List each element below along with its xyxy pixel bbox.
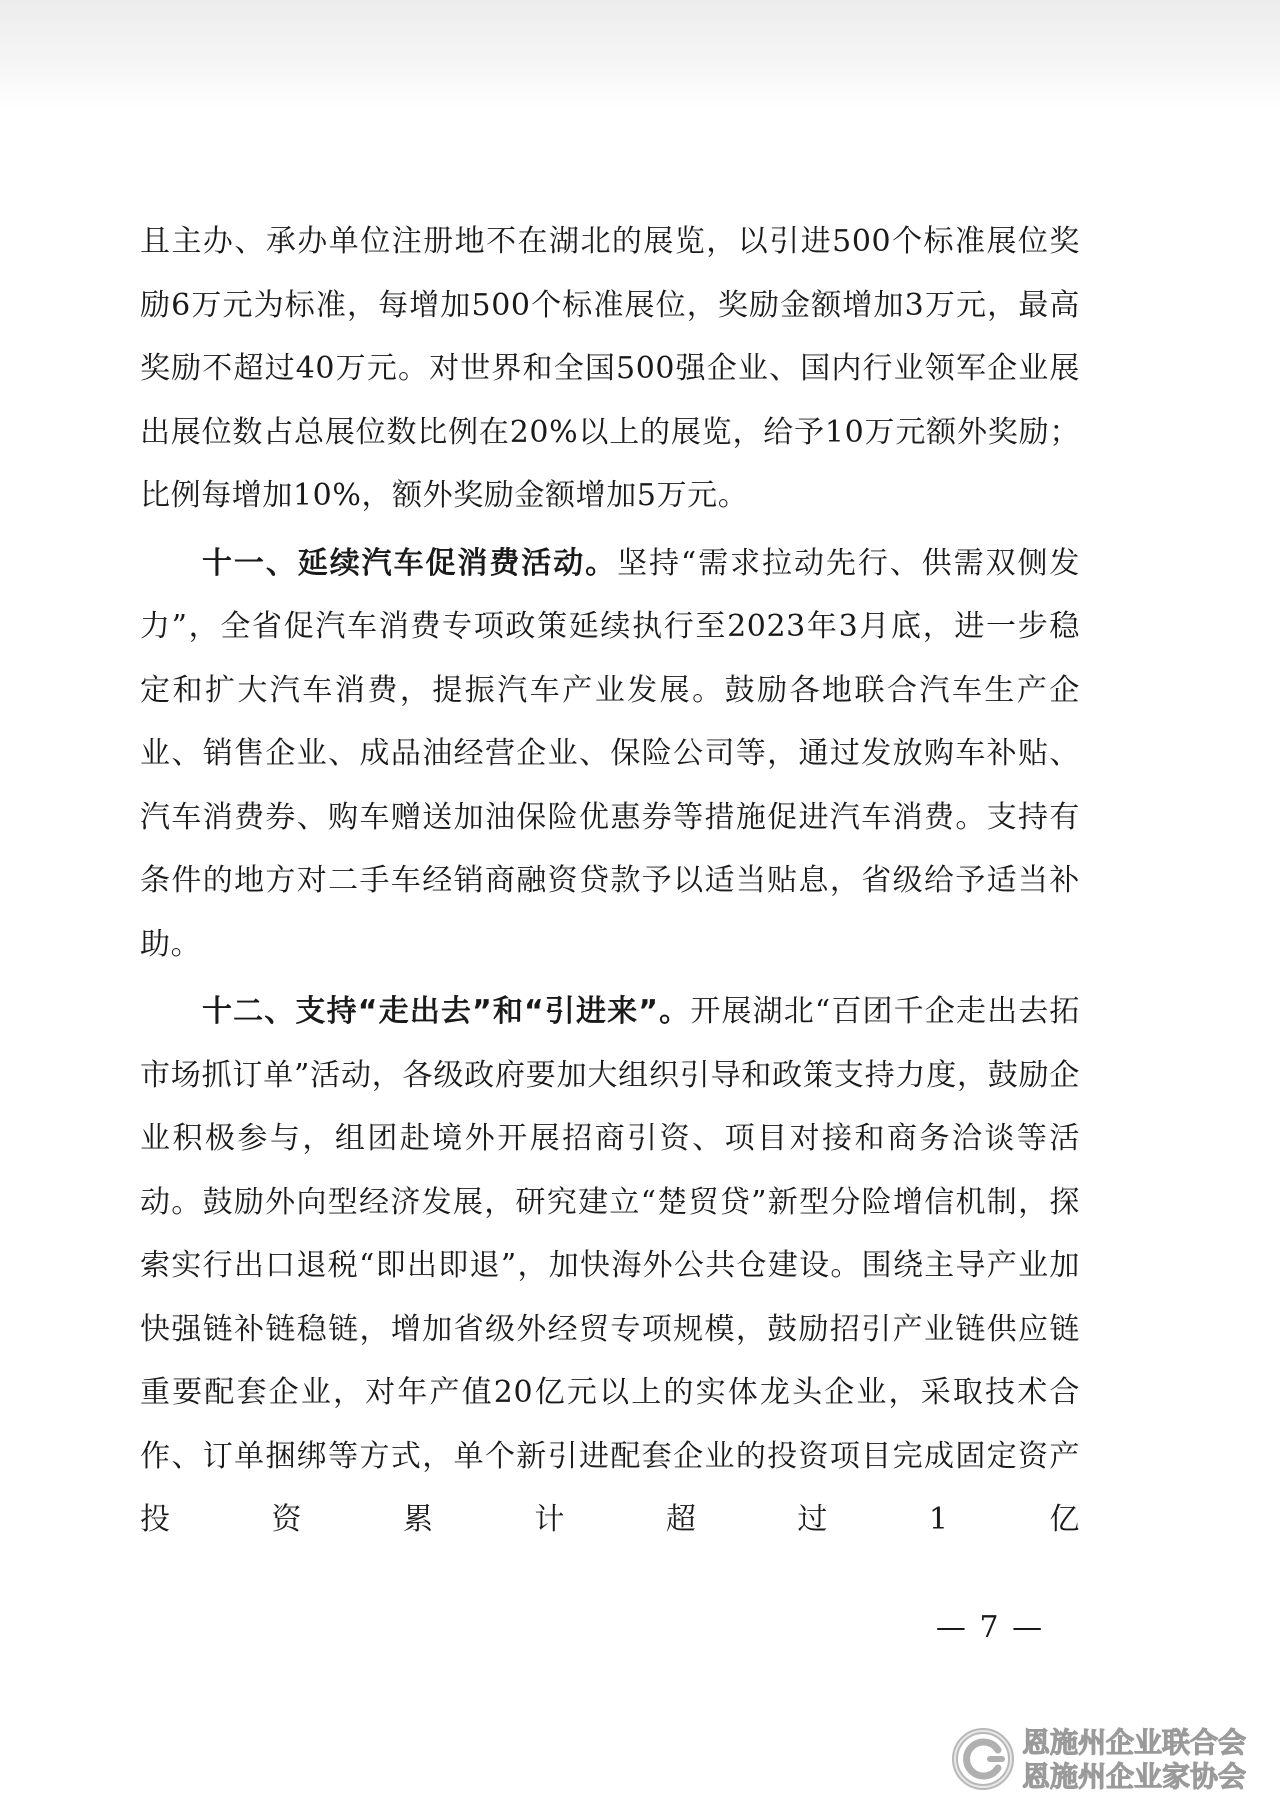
scan-top-shadow [0,0,1280,110]
paragraph-3-body: 开展湖北“百团千企走出去拓市场抓订单”活动，各级政府要加大组织引导和政策支持力度，鼓励企业积极参与，组团赴境外开展招商引资、项目对接和商务洽谈等活动。鼓励外向型经济发展，研究建立“楚贸贷”新型分险增信机制，探索实行出口退税“即出即退”，加快海外公共仓建设。围绕主导产业加快强链补链稳链，增加省级外经贸专项规模，鼓励招引产业链供应链重要配套企业，对年产值20亿元以上的实体龙头企业，采取技术合作、订单捆绑等方式，单个新引进配套企业的投资项目完成固定资产投资累计超过1亿 [140,994,1080,1537]
watermark-org-2: 恩施州企业家协会 [1022,1760,1247,1793]
watermark-org-1: 恩施州企业联合会 [1022,1726,1247,1759]
page-number: — 7 — [935,1610,1045,1645]
document-page [140,210,1080,1556]
paragraph-3 [140,980,1080,1552]
paragraph-3-heading: 十二、支持“走出去”和“引进来”。 [202,994,691,1029]
paragraph-2-heading: 十一、延续汽车促消费活动。 [202,545,618,581]
watermark [950,1720,1270,1800]
paragraph-1 [140,210,1080,528]
paragraph-2-body: 坚持“需求拉动先行、供需双侧发力”，全省促汽车消费专项政策延续执行至2023年3月底，进一步稳定和扩大汽车消费，提振汽车产业发展。鼓励各地联合汽车生产企业、销售企业、成品油经营企业、保险公司等，通过发放购车补贴、汽车消费券、购车赠送加油保险优惠券等措施促进汽车消费。支持有条件的地方对二手车经销商融资贷款予以适当贴息，省级给予适当补助。 [140,545,1080,962]
paragraph-2 [140,532,1080,977]
ring-logo-icon [950,1726,1016,1792]
paragraph-1-body: 且主办、承办单位注册地不在湖北的展览，以引进500个标准展位奖励6万元为标准，每增加500个标准展位，奖励金额增加3万元，最高奖励不超过40万元。对世界和全国500强企业、国内行业领军企业展出展位数占总展位数比例在20%以上的展览，给予10万元额外奖励；比例每增加10%，额外奖励金额增加5万元。 [140,224,1080,513]
